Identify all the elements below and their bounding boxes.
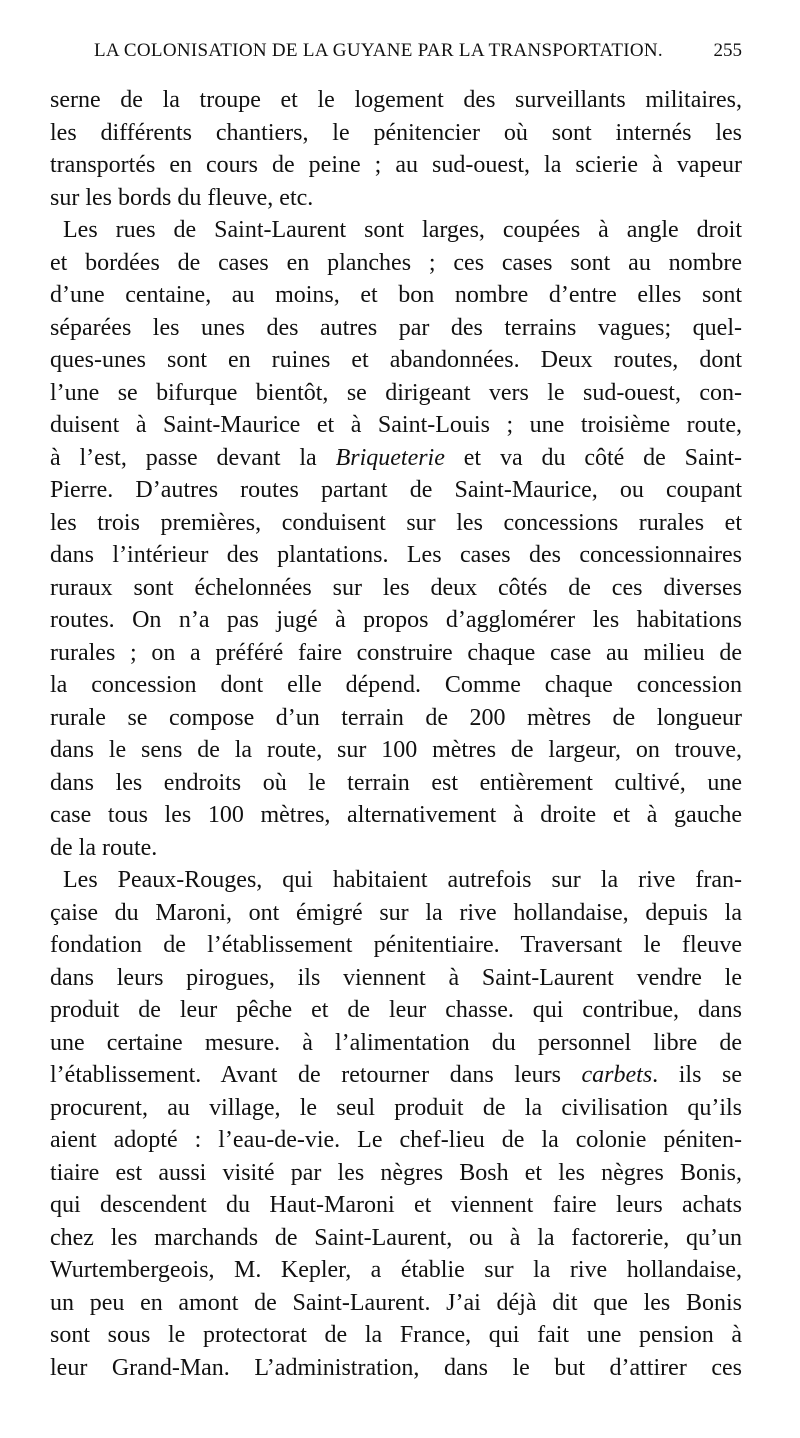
text-line: rurales ; on a préféré faire construire chaque case au milieu de <box>50 639 742 666</box>
italic-term: carbets <box>581 1062 653 1088</box>
text-line: séparées les unes des autres par des terrains vagues; quel- <box>50 314 742 341</box>
text-line <box>50 442 742 475</box>
text-line: rurale se compose d’un terrain de 200 mètres de longueur <box>50 704 742 731</box>
text-line: les différents chantiers, le pénitencier où sont internés les <box>50 119 742 146</box>
italic-term: Briqueterie <box>335 444 445 471</box>
text-line: case tous les 100 mètres, alternativement à droite et à gauche <box>50 802 742 828</box>
text-line: qui descendent du Haut-Maroni et viennent faire leurs achats <box>50 1192 742 1218</box>
text-line: fondation de l’établissement pénitentiaire. Traversant le fleuve <box>50 932 742 958</box>
text-line: leur Grand-Man. L’administration, dans le but d’attirer ces <box>50 1354 742 1381</box>
text-line: l’une se bifurque bientôt, se dirigeant vers le sud-ouest, con- <box>50 379 742 406</box>
text-line: de la route. <box>50 834 158 861</box>
text-line: aient adopté : l’eau-de-vie. Le chef-lieu de la colonie péniten- <box>50 1127 742 1153</box>
line-text: l’établissement. Avant de retourner dans leurs <box>50 1062 582 1088</box>
text-line: dans les endroits où le terrain est entièrement cultivé, une <box>50 769 742 796</box>
text-line: Les Peaux-Rouges, qui habitaient autrefois sur la rive fran- <box>63 867 742 893</box>
text-line: et bordées de cases en planches ; ces cases sont au nombre <box>50 249 742 276</box>
text-line: d’une centaine, au moins, et bon nombre d’entre elles sont <box>50 282 742 308</box>
line-text: et va du côté de Saint- <box>444 444 742 471</box>
body-text <box>50 84 742 1384</box>
text-line: duisent à Saint-Maurice et à Saint-Louis ; une troisième route, <box>50 412 742 438</box>
text-line <box>50 1059 742 1092</box>
text-line: dans leurs pirogues, ils viennent à Saint-Laurent vendre le <box>50 964 742 991</box>
line-text: . ils se <box>652 1062 742 1088</box>
line-text: à l’est, passe devant la <box>50 444 336 471</box>
text-line: transportés en cours de peine ; au sud-ouest, la scierie à vapeur <box>50 152 742 178</box>
text-line: tiaire est aussi visité par les nègres Bosh et les nègres Bonis, <box>50 1159 742 1186</box>
page-header <box>94 40 742 68</box>
text-line: Pierre. D’autres routes partant de Saint-Maurice, ou coupant <box>50 477 742 503</box>
text-line: Wurtembergeois, M. Kepler, a établie sur la rive hollandaise, <box>50 1257 742 1283</box>
text-line: un peu en amont de Saint-Laurent. J’ai déjà dit que les Bonis <box>50 1289 742 1316</box>
running-title: LA COLONISATION DE LA GUYANE PAR LA TRANSPORTATION. <box>94 40 663 61</box>
text-line: produit de leur pêche et de leur chasse. qui contribue, dans <box>50 997 742 1023</box>
text-line: serne de la troupe et le logement des surveillants militaires, <box>50 87 742 113</box>
text-line: la concession dont elle dépend. Comme chaque concession <box>50 672 742 698</box>
page-number: 255 <box>713 40 742 61</box>
text-line: procurent, au village, le seul produit de la civilisation qu’ils <box>50 1094 742 1121</box>
text-line: sont sous le protectorat de la France, qui fait une pension à <box>50 1322 742 1348</box>
text-line: routes. On n’a pas jugé à propos d’agglomérer les habitations <box>50 607 742 633</box>
text-line: Les rues de Saint-Laurent sont larges, coupées à angle droit <box>63 217 742 243</box>
text-line: sur les bords du fleuve, etc. <box>50 184 314 211</box>
text-line: ques-unes sont en ruines et abandonnées. Deux routes, dont <box>50 347 742 373</box>
text-line: une certaine mesure. à l’alimentation du personnel libre de <box>50 1029 742 1056</box>
text-line: chez les marchands de Saint-Laurent, ou à la factorerie, qu’un <box>50 1224 742 1251</box>
text-line: ruraux sont échelonnées sur les deux côtés de ces diverses <box>50 574 742 601</box>
text-line: dans le sens de la route, sur 100 mètres de largeur, on trouve, <box>50 737 742 763</box>
text-line: dans l’intérieur des plantations. Les cases des concessionnaires <box>50 542 742 568</box>
text-line: les trois premières, conduisent sur les concessions rurales et <box>50 509 742 536</box>
text-line: çaise du Maroni, ont émigré sur la rive hollandaise, depuis la <box>50 899 742 926</box>
